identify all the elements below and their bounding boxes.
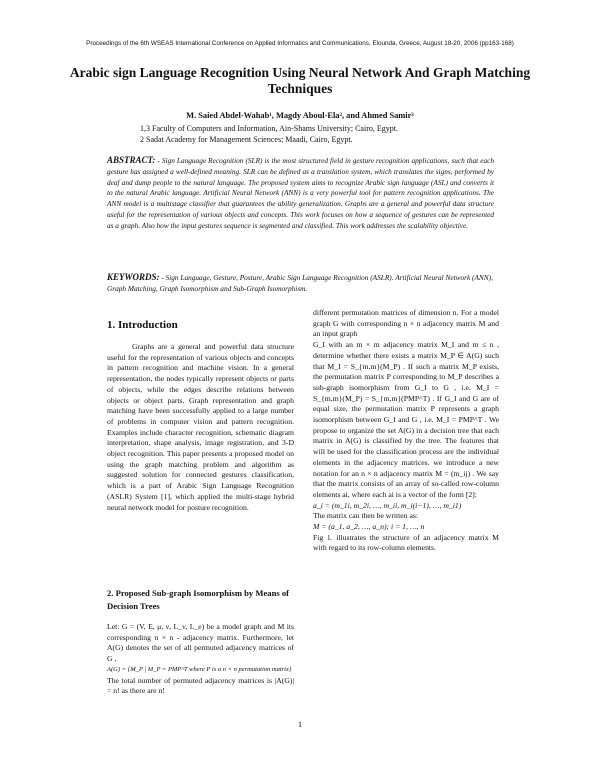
section2-body (107, 622, 294, 697)
right-column-paragraph: different permutation matrices of dimension n. For a model graph G with corresponding n × n adjacency matrix M and an input graph (313, 308, 499, 339)
introduction-text: Graphs are a general and powerful data structure useful for the representation of various objects and concepts in pattern recognition and machine vision. In a general representation, the nodes typically represent objects or parts of objects, while the edges describe relations between objects or object parts. Graph representation and graph matching have been successfully applied to a large number of problems in computer vision and pattern recognition. Examples include character recognition, schematic diagram interpretation, shape analysis, image registration, and 3-D object recognition. This paper presents a proposed model on using the graph matching problem and algorithm as suggested solution for connected gestures classification, which is a part of Arabic Sign Language Recognition (ASLR) System [1], which applied the multi-stage hybrid neural network model for posture recognition. (107, 342, 294, 512)
keywords (107, 272, 494, 295)
right-column-paragraph: The matrix can then be written as: (313, 511, 419, 521)
affiliation-2: 2 Sadat Academy for Management Sciences; Maadi, Cairo, Egypt. (140, 135, 353, 144)
row-column-equation: a_i = (m_1i, m_2i, …, m_ii, m_i(i−1), …, m_i1) (313, 500, 462, 510)
paper-title: Arabic sign Language Recognition Using Neural Network And Graph Matching Techniques (69, 65, 531, 96)
section2-paragraph: Let: G = (V, E, μ, ν, L_v, L_e) be a model graph and M its corresponding n × n - adjacency matrix. Furthermore, let A(G) denotes the set of all permuted adjacency matrices of G , (107, 622, 294, 664)
affiliation-1: 1,3 Faculty of Computers and Information, Ain-Shams University; Cairo, Egypt. (140, 124, 398, 133)
abstract (107, 155, 494, 232)
matrix-equation: M = (a_1, a_2, …, a_n); i = 1, …, n (313, 522, 425, 532)
right-column-paragraph: G_I with an m × m adjacency matrix M_I and m ≤ n , determine whether there exists a matrix M_P ∈ A(G) such that M_I = S_{m,m}(M_P) . If such a matrix M_P exists, the permutation matrix P corresponding to M_P describes a sub-graph isomorphism from G_I to G , i.e. M_I = S_{m,m}(M_P) = S_{m,m}(PMP^T) . If G_I and G are of equal size, the permutation matrix P represents a graph isomorphism between G_I and G , i.e. M_I = PMP^T . We propose to organize the set A(G) in a decision tree that each matrix in A(G) is classified by the tree. The features that will be used for the classification process are the individual elements in the adjacency matrices. we introduce a new notation for an n × n adjacency matrix M = (m_ij) . We say that the matrix consists of an array of so-called row-column elements ai, where each ai is a vector of the form [2]: (313, 340, 499, 499)
section2-paragraph: The total number of permuted adjacency matrices is |A(G)| = n! as there are n! (107, 675, 294, 696)
right-column-paragraph: Fig 1. illustrates the structure of an adjacency matrix M with regard to its row-column elements. (313, 532, 499, 553)
section2-equation: A(G) = {M_P | M_P = PMP^T where P is a n × n permutation matrix} (107, 665, 292, 673)
section-heading-subgraph: 2. Proposed Sub-graph Isomorphism by Means of Decision Trees (107, 588, 290, 611)
keywords-lead: KEYWORDS: (107, 272, 160, 282)
proceedings-header: Proceedings of the 6th WSEAS International Conference on Applied Informatics and Communications, Elounda, Greece, August 18-20, 2006 (pp163-168) (86, 40, 514, 47)
right-column (313, 308, 499, 554)
abstract-text: - Sign Language Recognition (SLR) is the most structured field in gesture recognition applications, such that each gesture has assigned a well-defined meaning. SLR can be defined as a translation system, which translates the signs, performed by deaf and dump people to the natural language. The proposed system aims to recognize Arabic sign language (ASL) and converts it to the natural Arabic language. Artificial Neural Network (ANN) is a very powerful tool for pattern recognition applications. The ANN model is a multistage classifier that guarantees the ability generalization. Graphs are a general and powerful data structure useful for the representation of various objects and concepts. This work focuses on how a sequence of gestures can be represented as a graph. Also how the input gestures sequence is segmented and classified. This work addresses the scalability objective. (107, 156, 494, 230)
keywords-text: - Sign Language, Gesture, Posture, Arabic Sign Language Recognition (ASLR). Artificial Neural Network (ANN), Graph Matching, Graph Isomorphism and Sub-Graph Isomorphism. (107, 273, 493, 293)
author-list: M. Saied Abdel-Wahab¹, Magdy Aboul-Ela², and Ahmed Samir³ (186, 111, 414, 120)
page-number: 1 (297, 719, 303, 729)
introduction-paragraph (107, 342, 294, 513)
abstract-lead: ABSTRACT: (107, 155, 156, 165)
section-heading-introduction: 1. Introduction (107, 319, 178, 331)
